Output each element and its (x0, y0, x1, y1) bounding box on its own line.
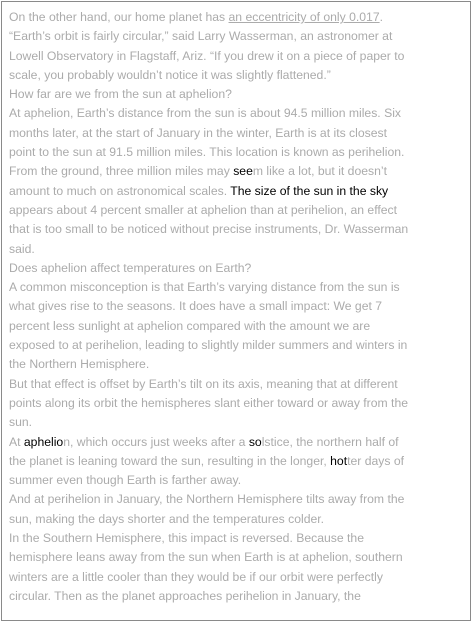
text-segment: points along its orbit the hemispheres slant either toward or away from the (9, 395, 409, 410)
text-line (9, 220, 460, 239)
text-segment: that is too small to be noticed without precise instruments, Dr. Wasserman (9, 222, 409, 237)
text-segment: “Earth’s orbit is fairly circular,” said Larry Wasserman, an astronomer at (9, 29, 393, 44)
text-line (9, 182, 460, 201)
text-segment: Lowell Observatory in Flagstaff, Ariz. “If you drew it on a piece of paper to (9, 48, 405, 63)
text-line (9, 490, 460, 509)
text-segment: How far are we from the sun at aphelion? (9, 87, 232, 102)
text-segment: Does aphelion affect temperatures on Earth? (9, 260, 252, 275)
text-line (9, 587, 460, 606)
text-segment: amount to much on astronomical scales. (9, 183, 231, 198)
text-line (9, 124, 460, 143)
highlighted-text: so (248, 434, 262, 449)
text-line (9, 27, 460, 46)
text-segment: In the Southern Hemisphere, this impact is reversed. Because the (9, 531, 364, 546)
text-segment: A common misconception is that Earth’s varying distance from the sun is (9, 280, 400, 295)
text-line (9, 510, 460, 529)
text-line (9, 355, 460, 374)
text-line (9, 452, 460, 471)
text-line (9, 413, 460, 432)
text-segment: months later, at the start of January in the winter, Earth is at its closest (9, 125, 387, 140)
text-line (9, 394, 460, 413)
text-segment: At (9, 434, 24, 449)
text-segment: the planet is leaning toward the sun, resulting in the longer, (9, 453, 331, 468)
article-text (9, 8, 460, 606)
highlighted-text: hot (330, 453, 348, 468)
text-segment: From the ground, three million miles may (9, 164, 234, 179)
highlighted-text: aphelio (23, 434, 64, 449)
text-line (9, 471, 460, 490)
text-segment: appears about 4 percent smaller at aphelion than at perihelion, an effect (9, 202, 398, 217)
text-line (9, 259, 460, 278)
document-page (1, 1, 471, 621)
text-segment: lstice, the northern half of (261, 434, 399, 449)
text-segment: summer even though Earth is farther away. (9, 473, 242, 488)
text-segment: the Northern Hemisphere. (9, 357, 150, 372)
text-segment: sun, making the days shorter and the temperatures colder. (9, 511, 325, 526)
text-segment: winters are a little cooler than they would be if our orbit were perfectly (9, 569, 383, 584)
text-segment: exposed to at perihelion, leading to slightly milder summers and winters in (9, 338, 408, 353)
text-line (9, 104, 460, 123)
text-segment: circular. Then as the planet approaches perihelion in January, the (9, 588, 361, 603)
text-line (9, 47, 460, 66)
text-line (9, 85, 460, 104)
text-segment: ter days of (347, 453, 405, 468)
text-line (9, 162, 460, 181)
text-line (9, 317, 460, 336)
text-line (9, 375, 460, 394)
text-segment: On the other hand, our home planet has (9, 10, 229, 24)
underlined-text: an eccentricity of only 0.017 (228, 10, 380, 24)
text-line (9, 66, 460, 85)
text-segment: And at perihelion in January, the Northern Hemisphere tilts away from the (9, 492, 405, 507)
text-line (9, 548, 460, 567)
text-segment: sun. (9, 415, 33, 430)
text-segment: At aphelion, Earth’s distance from the sun is about 94.5 million miles. Six (9, 106, 402, 121)
text-line (9, 143, 460, 162)
text-segment: point to the sun at 91.5 million miles. This location is known as perihelion. (9, 145, 405, 160)
text-line (9, 568, 460, 587)
text-segment: hemisphere leans away from the sun when Earth is at aphelion, southern (9, 550, 403, 565)
text-line (9, 336, 460, 355)
text-line (9, 529, 460, 548)
text-segment: m like a lot, but it doesn’t (252, 164, 387, 179)
text-line (9, 8, 460, 27)
highlighted-text: see (233, 164, 253, 179)
text-segment: . (379, 10, 383, 24)
text-line (9, 433, 460, 452)
text-segment: But that effect is offset by Earth’s tilt on its axis, meaning that at different (9, 376, 398, 391)
highlighted-text: The size of the sun in the sky (230, 183, 389, 198)
text-segment: what gives rise to the seasons. It does have a small impact: We get 7 (9, 299, 383, 314)
text-line (9, 297, 460, 316)
text-segment: said. (9, 241, 35, 256)
text-segment: percent less sunlight at aphelion compared with the amount we are (9, 318, 371, 333)
text-segment: n, which occurs just weeks after a (63, 434, 249, 449)
text-line (9, 240, 460, 259)
text-line (9, 278, 460, 297)
text-segment: scale, you probably wouldn’t notice it was slightly flattened.” (9, 67, 331, 82)
text-line (9, 201, 460, 220)
